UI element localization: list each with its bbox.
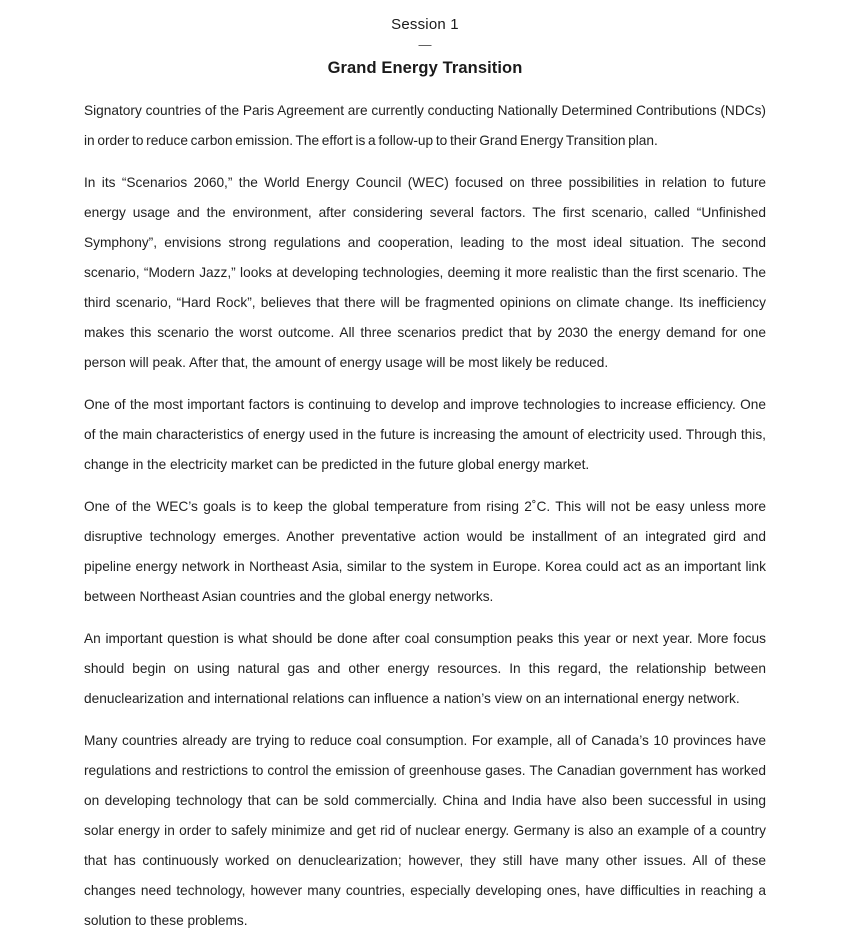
session-label: Session 1 [391,16,459,33]
paragraph: Signatory countries of the Paris Agreement are currently conducting Nationally Determined Contributions (NDCs) in order to reduce carbon emission. The effort is a follow-up to their Grand Energy Transition plan. [84,103,766,148]
paragraph: One of the most important factors is continuing to develop and improve technologies to increase efficiency. One of the main characteristics of energy used in the future is increasing the amount of electricity used. Through this, change in the electricity market can be predicted in the future global energy market. [84,397,766,472]
document-body [84,96,766,936]
page-title: Grand Energy Transition [327,59,523,77]
paragraph: Many countries already are trying to reduce coal consumption. For example, all of Canada’s 10 provinces have regulations and restrictions to control the emission of greenhouse gases. The Canadian government has worked on developing technology that can be sold commercially. China and India have also been successful in using solar energy in order to safely minimize and get rid of nuclear energy. Germany is also an example of a country that has continuously worked on denuclearization; however, they still have many other issues. All of these changes need technology, however many countries, especially developing ones, have difficulties in reaching a solution to these problems. [84,733,766,928]
paragraph: An important question is what should be done after coal consumption peaks this year or next year. More focus should begin on using natural gas and other energy resources. In this regard, the relationship between denuclearization and international relations can influence a nation’s view on an international energy network. [84,631,766,706]
paragraph: One of the WEC’s goals is to keep the global temperature from rising 2˚C. This will not be easy unless more disruptive technology emerges. Another preventative action would be installment of an integrated gird and pipeline energy network in Northeast Asia, similar to the system in Europe. Korea could act as an important link between Northeast Asian countries and the global energy networks. [84,499,766,604]
title-divider: — [418,37,432,52]
paragraph: In its “Scenarios 2060,” the World Energy Council (WEC) focused on three possibilities in relation to future energy usage and the environment, after considering several factors. The first scenario, called “Unfinished Symphony”, envisions strong regulations and cooperation, leading to the most ideal situation. The second scenario, “Modern Jazz,” looks at developing technologies, deeming it more realistic than the first scenario. The third scenario, “Hard Rock”, believes that there will be fragmented opinions on climate change. Its inefficiency makes this scenario the worst outcome. All three scenarios predict that by 2030 the energy demand for one person will peak. After that, the amount of energy usage will be most likely be reduced. [84,175,766,370]
